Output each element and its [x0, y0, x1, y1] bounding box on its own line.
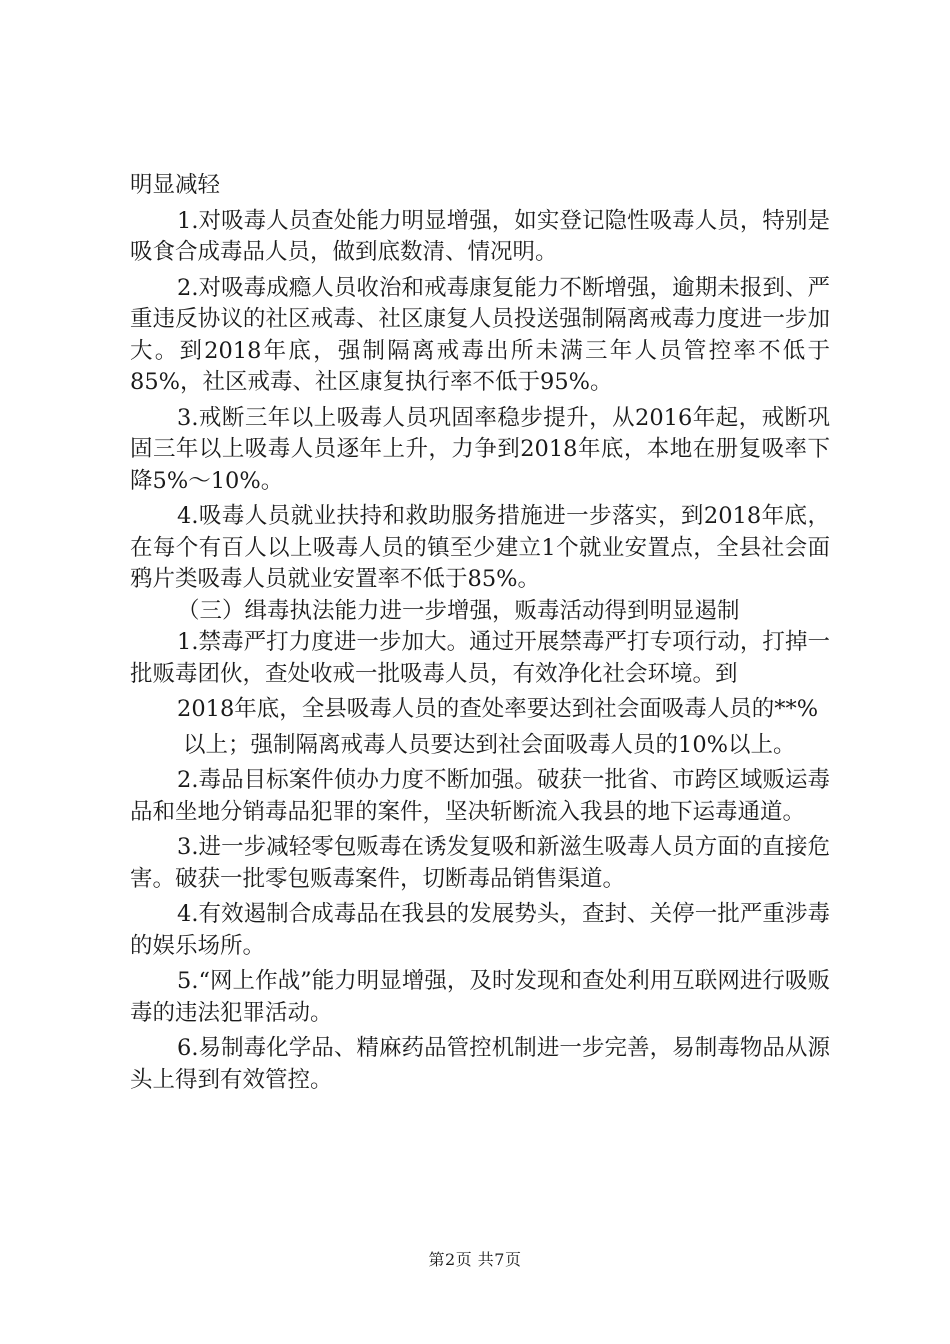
paragraph-item-4-synthetic: 4.有效遏制合成毒品在我县的发展势头，查封、关停一批严重涉毒的娱乐场所。 [130, 901, 830, 959]
paragraph-item-1-enforcement: 1.禁毒严打力度进一步加大。通过开展禁毒严打专项行动，打掉一批贩毒团伙，查处收戒一批吸毒人员，有效净化社会环境。到 [130, 629, 830, 687]
page-number-footer: 第2页 共7页 [428, 1250, 522, 1269]
paragraph-item-1: 1.对吸毒人员查处能力明显增强，如实登记隐性吸毒人员，特别是吸食合成毒品人员，做到底数清、情况明。 [130, 207, 830, 265]
paragraph-item-3: 3.戒断三年以上吸毒人员巩固率稳步提升，从2016年起，戒断巩固三年以上吸毒人员逐年上升，力争到2018年底，本地在册复吸率下降5%～10%。 [130, 404, 830, 494]
paragraph-target-rate: 以上；强制隔离戒毒人员要达到社会面吸毒人员的10%以上。 [183, 731, 796, 758]
paragraph-item-6-precursor: 6.易制毒化学品、精麻药品管控机制进一步完善，易制毒物品从源头上得到有效管控。 [130, 1035, 830, 1093]
paragraph-item-4: 4.吸毒人员就业扶持和救助服务措施进一步落实，到2018年底，在每个有百人以上吸毒人员的镇至少建立1个就业安置点，全县社会面鸦片类吸毒人员就业安置率不低于85%。 [130, 503, 830, 592]
paragraph-continuation: 明显减轻 [130, 172, 221, 198]
paragraph-target-year: 2018年底，全县吸毒人员的查处率要达到社会面吸毒人员的**% [177, 696, 819, 722]
paragraph-item-2: 2.对吸毒成瘾人员收治和戒毒康复能力不断增强，逾期未报到、严重违反协议的社区戒毒、社区康复人员投送强制隔离戒毒力度进一步加大。到2018年底，强制隔离戒毒出所未满三年人员管控率不低于85%，社区戒毒、社区康复执行率不低于95%。 [130, 274, 830, 395]
section-heading-3: （三）缉毒执法能力进一步增强，贩毒活动得到明显遏制 [177, 597, 740, 624]
document-body [130, 170, 830, 1096]
paragraph-item-3-retail: 3.进一步减轻零包贩毒在诱发复吸和新滋生吸毒人员方面的直接危害。破获一批零包贩毒案件，切断毒品销售渠道。 [130, 834, 830, 892]
paragraph-item-2-cases: 2.毒品目标案件侦办力度不断加强。破获一批省、市跨区域贩运毒品和坐地分销毒品犯罪的案件，坚决斩断流入我县的地下运毒通道。 [130, 767, 830, 825]
paragraph-item-5-online: 5.“网上作战”能力明显增强，及时发现和查处利用互联网进行吸贩毒的违法犯罪活动。 [130, 968, 830, 1026]
